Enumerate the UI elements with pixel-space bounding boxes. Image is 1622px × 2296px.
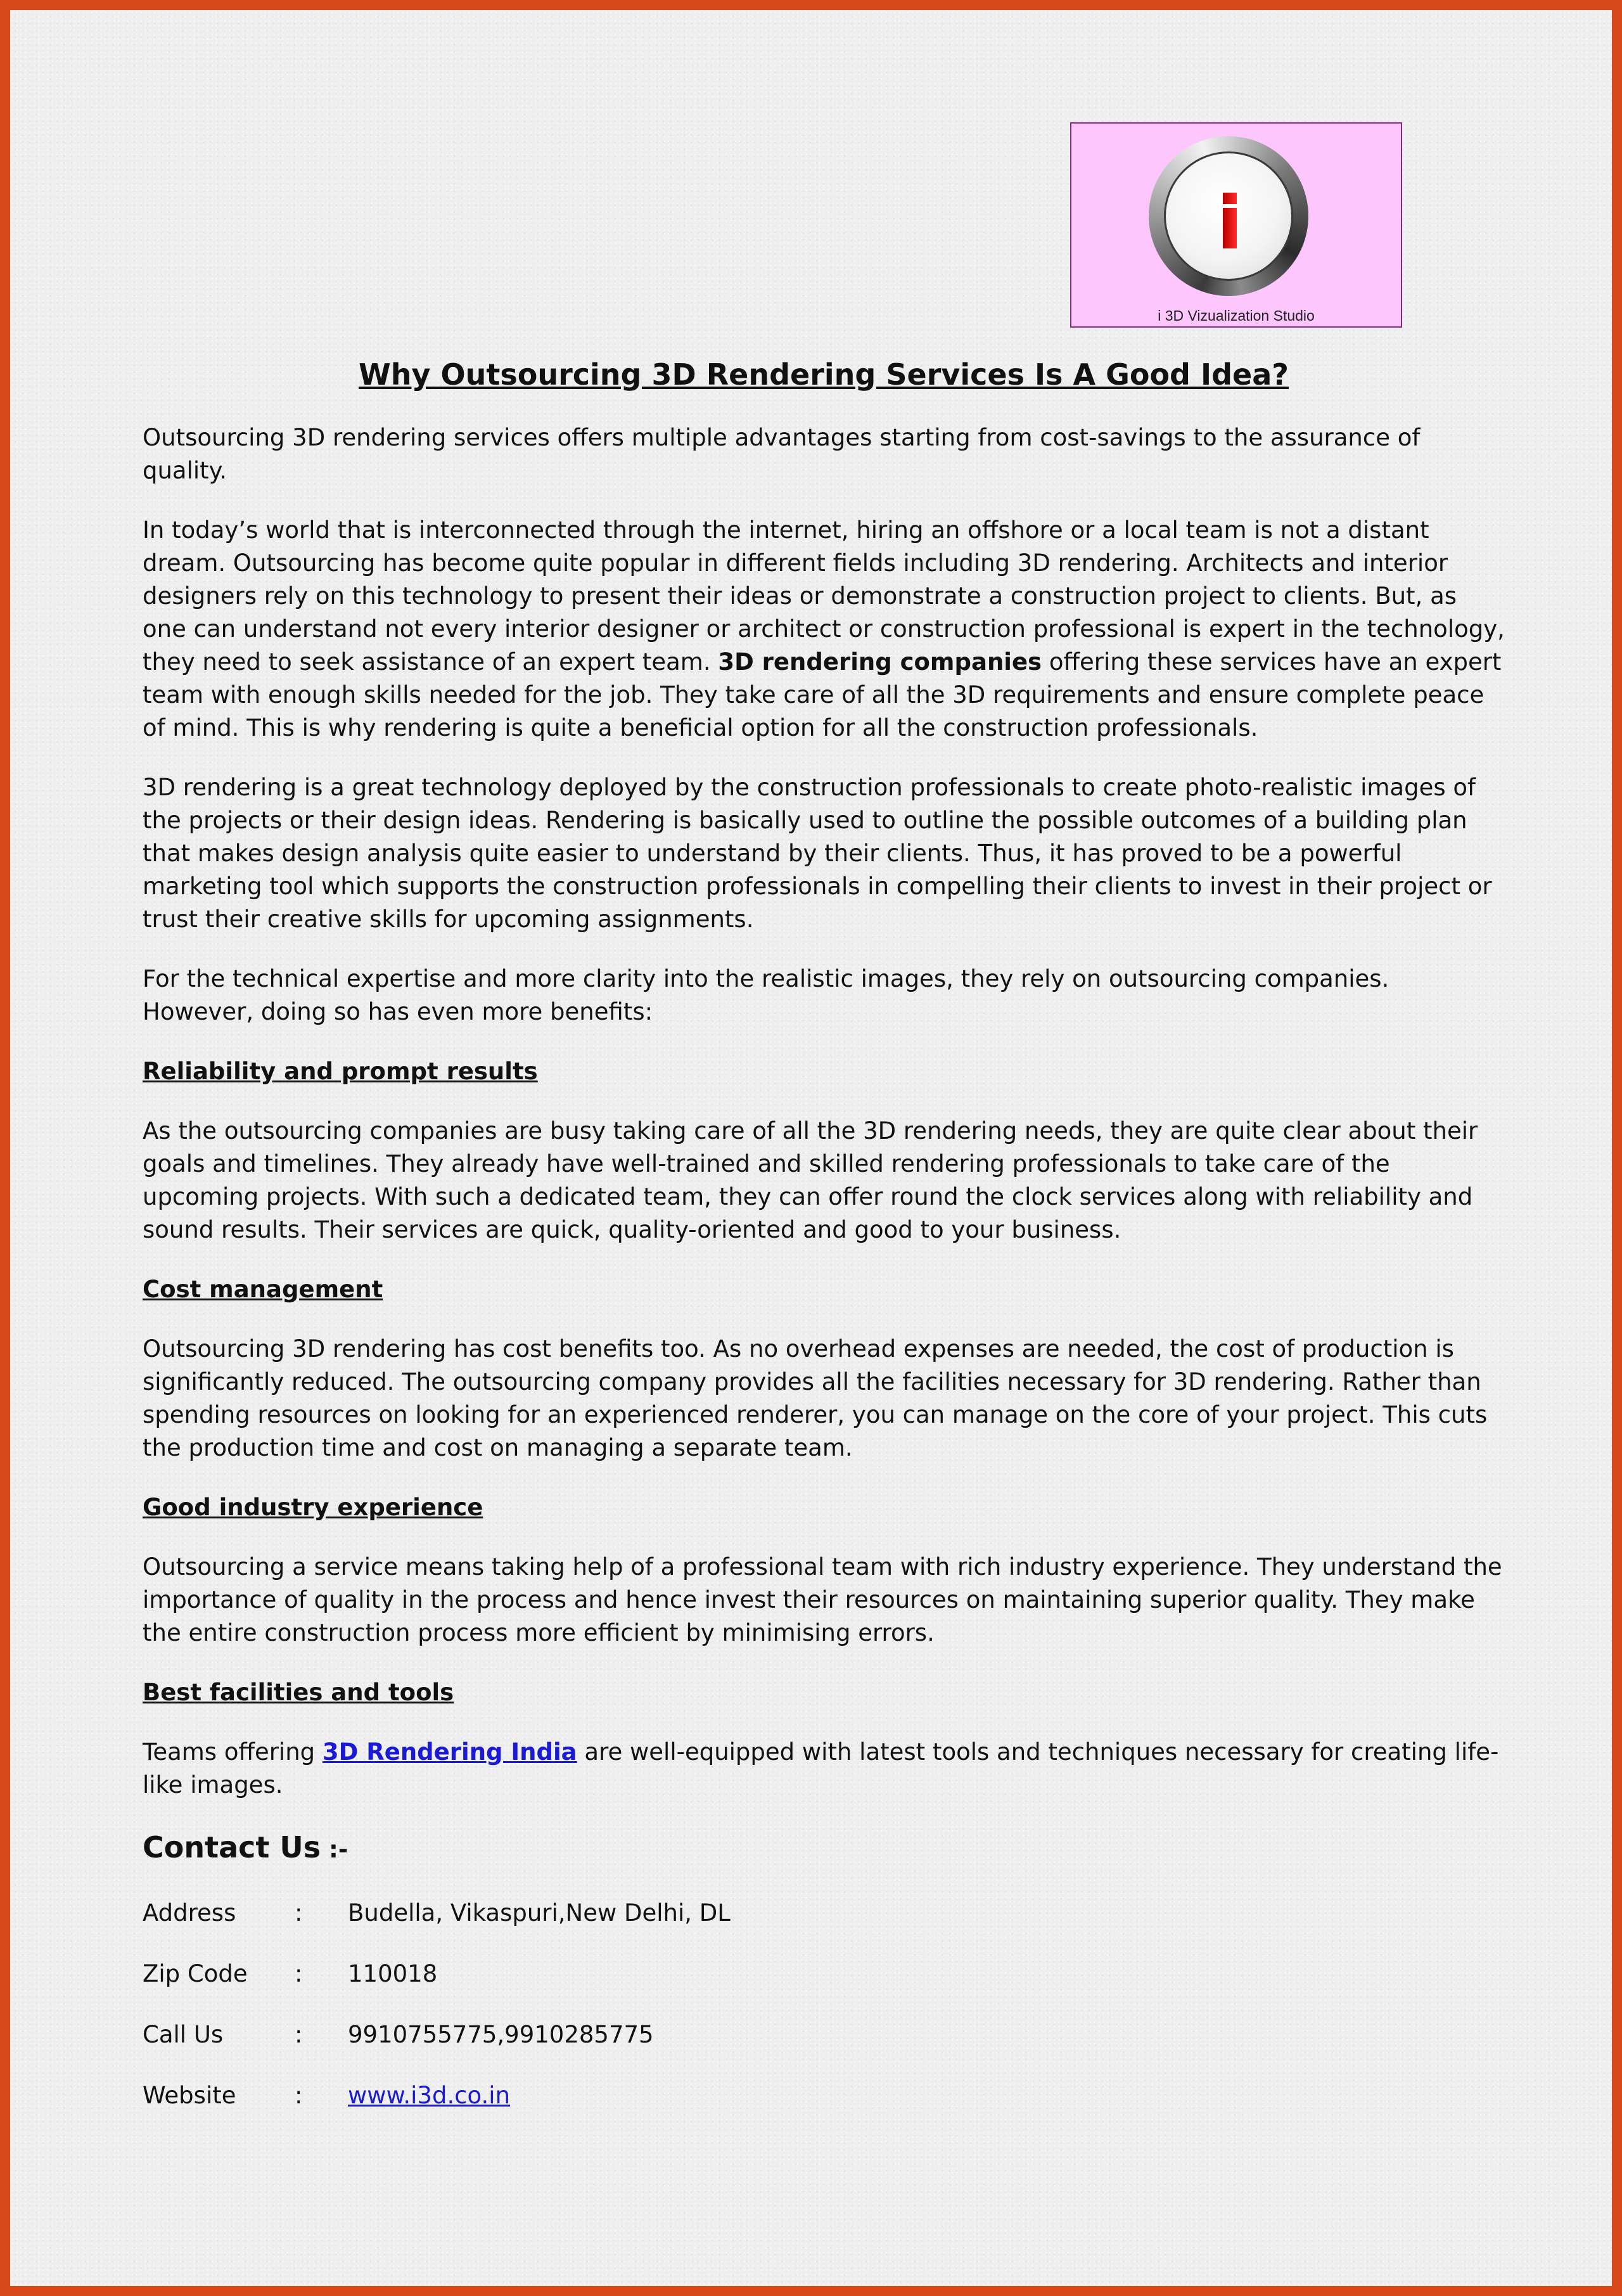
section-heading-cost: Cost management <box>143 1276 383 1303</box>
section-body-reliability: As the outsourcing companies are busy taking care of all the 3D rendering needs, they are quite clear about their goals and timelines. They already have well-trained and skilled rendering professionals to take care of the upcoming projects. With such a dedicated team, they can offer round the clock services along with reliability and sound results. Their services are quick, quality-oriented and good to your business. <box>143 1117 1478 1243</box>
contact-label: Zip Code <box>143 1960 248 1987</box>
contact-label: Address <box>143 1899 236 1927</box>
logo-caption: i 3D Vizualization Studio <box>1158 307 1315 324</box>
contact-row-zip <box>143 1958 1505 1991</box>
section-heading-reliability: Reliability and prompt results <box>143 1058 538 1085</box>
logo-ring-icon <box>1149 136 1308 296</box>
contact-value: Budella, Vikaspuri,New Delhi, DL <box>348 1899 731 1927</box>
section-body-facilities: Teams offering 3D Rendering India are well-equipped with latest tools and techniques necessary for creating life-like images. <box>143 1738 1499 1799</box>
contact-row-address <box>143 1897 1505 1930</box>
rendering-india-link[interactable]: 3D Rendering India <box>322 1738 577 1766</box>
contact-separator: : <box>295 1899 303 1927</box>
contact-separator: : <box>295 1960 303 1987</box>
paragraph-2: In today’s world that is interconnected through the internet, hiring an offshore or a local team is not a distant dream. Outsourcing has become quite popular in different fields including 3D rendering. Architects and interior designers rely on this technology to present their ideas or demonstrate a construction project to clients. But, as one can understand not every interior designer or architect or construction professional is expert in the technology, they need to seek assistance of an expert team. 3D rendering companies offering these services have an expert team with enough skills needed for the job. They take care of all the 3D requirements and ensure complete peace of mind. This is why rendering is quite a beneficial option for all the construction professionals. <box>143 516 1505 741</box>
contact-heading: Contact Us :- <box>143 1830 348 1864</box>
contact-label: Call Us <box>143 2021 224 2048</box>
contact-row-phone <box>143 2018 1505 2051</box>
logo-i-dot <box>1223 193 1237 204</box>
contact-separator: : <box>295 2082 303 2109</box>
section-heading-facilities: Best facilities and tools <box>143 1679 454 1706</box>
website-link[interactable]: www.i3d.co.in <box>348 2082 511 2109</box>
section-body-experience: Outsourcing a service means taking help of a professional team with rich industry experience. They understand the importance of quality in the process and hence invest their resources on maintaining superior quality. They make the entire construction process more efficient by minimising errors. <box>143 1553 1502 1646</box>
page-title: Why Outsourcing 3D Rendering Services Is A Good Idea? <box>359 357 1289 392</box>
bold-phrase: 3D rendering companies <box>718 648 1042 676</box>
section-body-cost: Outsourcing 3D rendering has cost benefits too. As no overhead expenses are needed, the cost of production is significantly reduced. The outsourcing company provides all the facilities necessary for 3D rendering. Rather than spending resources on looking for an experienced renderer, you can manage on the core of your project. This cuts the production time and cost on managing a separate team. <box>143 1335 1488 1461</box>
contact-row-website <box>143 2079 1505 2112</box>
contact-separator: : <box>295 2021 303 2048</box>
logo-i-stem <box>1223 208 1237 248</box>
contact-value: 9910755775,9910285775 <box>348 2021 654 2048</box>
paragraph-4: For the technical expertise and more clarity into the realistic images, they rely on outsourcing companies. However, doing so has even more benefits: <box>143 965 1389 1025</box>
contact-value: 110018 <box>348 1960 438 1987</box>
studio-logo <box>1070 122 1402 328</box>
article <box>143 356 1505 2140</box>
section-heading-experience: Good industry experience <box>143 1494 483 1521</box>
contact-label: Website <box>143 2082 236 2109</box>
paragraph-3: 3D rendering is a great technology deployed by the construction professionals to create photo-realistic images of the projects or their design ideas. Rendering is basically used to outline the possible outcomes of a building plan that makes design analysis quite easier to understand by their clients. Thus, it has proved to be a powerful marketing tool which supports the construction professionals in compelling their clients to invest in their project or trust their creative skills for upcoming assignments. <box>143 774 1492 933</box>
intro-paragraph: Outsourcing 3D rendering services offers multiple advantages starting from cost-savings to the assurance of quality. <box>143 424 1421 484</box>
